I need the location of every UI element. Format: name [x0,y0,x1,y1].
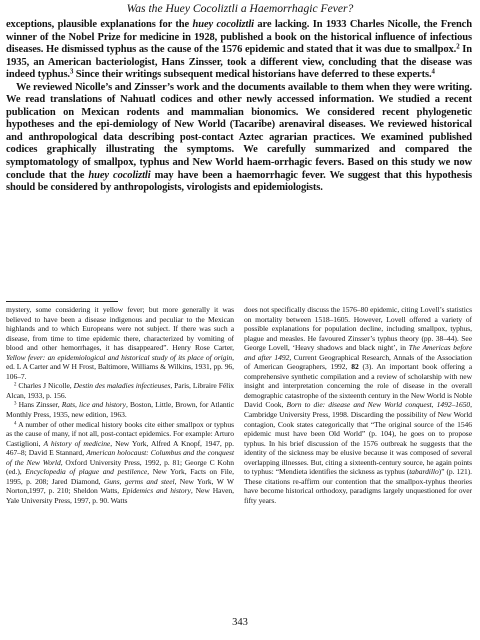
text-run: We reviewed Nicolle’s and Zinsser’s work and the documents available to them when they were writing. We read translations of Nahuatl codices and other newly accessed information. We studied a recent publication on Mexican rodents and mammalian bionomics. We considered recent phylogenetic hypotheses and the epi-demiology of New World (Tacaribe) arenaviral diseases. We reviewed historical and anthropological data describing post-contact Aztec agrarian practices. We examined published codices graphically illustrating the symptoms. We carefully summarized and compared the symptomatology of smallpox, typhus and New World haem-orrhagic fevers. Based on this study we now conclude that the [6,81,472,181]
italic-text: huey cocoliztli [192,19,254,30]
text-run: A number of other medical history books cite either smallpox or typhus as the cause of many, if not all, post-contact epidemics. For example: Arturo Castiglioni, [6,419,234,448]
text-run: , ed. L A Carter and W H Frost, Baltimore, Williams & Wilkins, 1931, pp. 96, 106–7. [6,352,234,381]
text-run: , New Haven, Yale University Press, 1997, p. 90. Watts [6,486,234,505]
footnote-separator-rule [6,301,118,302]
text-run: , Paris, Libraire Félix Alcan, 1933, p. 156. [6,381,234,400]
italic-text: Guns, germs and steel [103,476,175,486]
italic-text: Rats, lice and history [61,400,126,410]
footnote-marker: 2 [14,382,17,388]
footnotes-left-column [6,305,234,505]
italic-text: tabardillo [409,467,439,477]
running-head: Was the Huey Cocoliztli a Haemorrhagic Fever? [126,2,354,15]
italic-text: A history of medicine [43,438,111,448]
body-paragraph [6,82,472,195]
footnote [6,420,234,506]
text-run: Since their writings subsequent medical historians have deferred to these experts. [73,69,432,81]
text-run: may have been a haemorrhagic fever. We suggest that this hypothesis should be considered by anthropologists, virologists and epidemiologists. [6,169,472,194]
footnote-marker: 3 [14,402,17,408]
footnote-marker: 3 [69,68,74,76]
text-run: Charles J Nicolle, [16,381,74,391]
text-run: )” (p. 121). These citations re-affirm our contention that the smallpox-typhus theories have become historical orthodoxy, paradigms largely unquestioned for over fifty years. [244,467,473,505]
italic-text: huey cocoliztli [88,169,151,181]
text-run: mystery, some considering it yellow fever; but more generally it was believed to have been a disease indigenous and peculiar to the Mexican highlands and to which Europeans were not subject. If there was such a disease, from time to time epidemic there, characterized by vomiting of blood and other hemorrhages, it has disappeared”. Henry Rose Carter, [6,305,234,353]
text-run: , Boston, Little, Brown, for Atlantic Monthly Press, 1935, new edition, 1963. [6,400,234,420]
text-run: does not specifically discuss the 1576–80 epidemic, citing Lovell’s statistics on mortality between 1518–1605. However, Lovell offered a variety of possible explanations for population decline, including smallpox, typhus, plague and measles. He favoured Zinsser’s typhus theory (pp. 38–44). See George Lovell, ‘Heavy shadows and black night’, in [244,305,472,353]
footnote [6,381,234,400]
italic-text: American holocaust: Columbus and the conquest of the New World [6,448,234,467]
footnote-marker: 4 [431,68,435,76]
italic-text: Yellow fever: an epidemiological and historical study of its place of origin [6,352,233,362]
text-run: , Current Geographical Research, Annals of the Association of American Geographers, 1992, [244,352,472,372]
text-run: exceptions, plausible explanations for the [6,19,193,30]
italic-text: Epidemics and history [122,486,191,496]
text-run: (3). An important book offering a comprehensive synthetic compilation and a review of scholarship with new insight and interpretation concerning the role of disease in the overall demographic catastrophe of the sixteenth century in the New World is Noble David Cook, [244,362,472,410]
italic-text: Born to die: disease and New World conquest, 1492–1650 [286,400,471,410]
footnotes-right-column [244,305,472,505]
text-run: , New York, W W Norton,1997, p. 210; Sheldon Watts, [6,476,234,496]
footnote-continuation [244,305,472,505]
footnote-marker: 4 [14,421,17,427]
text-run: are lacking. In 1933 Charles Nicolle, the French winner of the Nobel Prize for medicine in 1928, published a book on the historical influence of infectious diseases. He dismissed typhus as the cause of the 1576 epidemic and stated that it was due to smallpox. [6,19,472,56]
bold-text: 82 [351,362,359,372]
text-run: , New York, Facts on File, 1995, p. 208; Jared Diamond, [6,467,234,486]
body-paragraph [6,19,472,82]
footnote-continuation [6,305,234,381]
page-number: 343 [232,617,248,628]
text-run: Hans Zinsser, [16,400,62,410]
italic-text: Encyclopedia of plague and pestilence [25,467,148,477]
text-run: , Cambridge University Press, 1998. Discarding the possibility of New World contagion, Cook states categorically that “The original source of the 1546 epidemic must have been Old World” (p. 104), he goes on to propose typhus. In his brief discussion of the 1576 outbreak he suggests that the identity of the sickness may be elusive because it was composed of several overlapping illnesses. But, citing a sixteenth-century source, he again points to typhus: “Mendieta identifies the sickness as typhus ( [244,400,472,477]
footnote [6,400,234,419]
text-run: In 1935, an American bacteriologist, Hans Zinsser, took a different view, concluding that the disease was indeed typhus. [6,44,472,81]
text-run: , New York, Alfred A Knopf, 1947, pp. 467–8; David E Stannard, [6,438,234,458]
text-run: , Oxford University Press, 1992, p. 81; George C Kohn (ed.), [6,457,235,477]
italic-text: The Americas before and after 1492 [244,343,472,362]
main-body-text [6,19,472,195]
italic-text: Destin des maladies infectieuses [73,381,171,391]
footnote-marker: 2 [456,43,460,51]
